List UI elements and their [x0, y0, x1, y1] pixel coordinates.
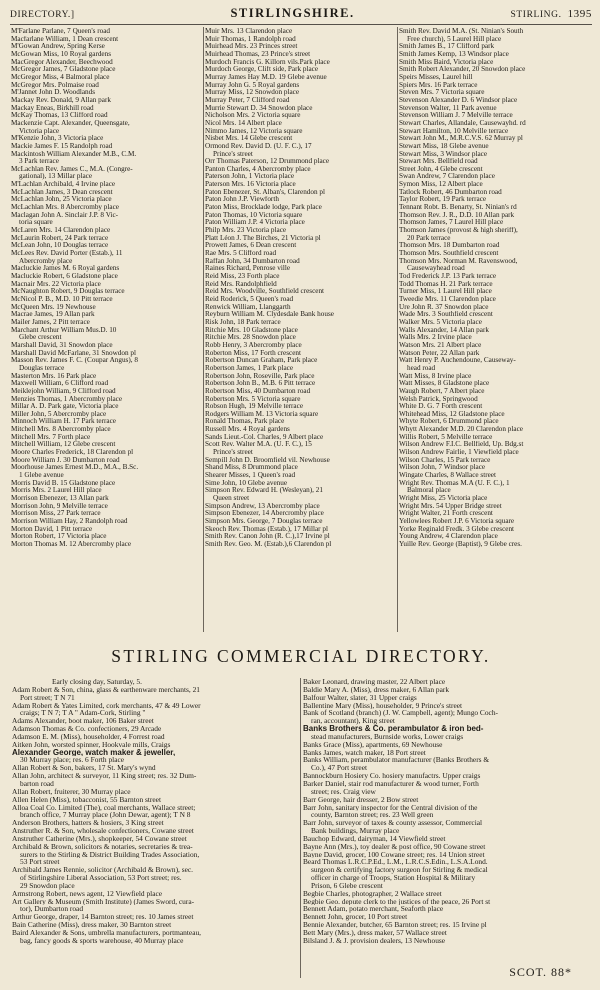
directory-entry: M'Farlane Parlane, 7 Queen's road [11, 28, 110, 35]
commercial-entry: Archibald & Brown, solicitors & notaries, secretaries & trea- [12, 842, 193, 851]
commercial-entry: Bank of Scotland (branch) (J. W. Campbell, agent); Mungo Coch- [303, 709, 498, 718]
directory-entry: Spiers Mrs. 16 Park terrace [399, 81, 478, 89]
header-place: STIRLING. [510, 10, 562, 20]
directory-entry: Murray James Hay M.D. 19 Glebe avenue [205, 73, 327, 81]
directory-entry: Stewart Miss, 3 Windsor place [399, 150, 488, 158]
directory-entry: gational), 13 Millar place [19, 173, 93, 181]
directory-entry: Robertson Mrs. 5 Victoria square [205, 395, 301, 403]
directory-entry: Muirhead Thomas, 23 Prince's street [205, 50, 311, 58]
directory-entry: Stevenson Alexander D. 6 Windsor place [399, 96, 518, 104]
directory-entry: Skeoch Rev. Thomas (Estab.), 17 Millar pl [205, 525, 328, 533]
directory-entry: Walls Alexander, 14 Allan park [399, 326, 489, 334]
directory-entry: McGowan Miss, 10 Royal gardens [11, 50, 112, 58]
directory-entry: Wilson Charles, 15 Park terrace [399, 456, 491, 464]
directory-entry: Stewart John M., M.R.C.V.S. 62 Murray pl [399, 135, 523, 143]
directory-entry: Stewart Hamilton, 10 Melville terrace [399, 127, 509, 135]
directory-entry: Mitchell Mrs. 7 Forth place [11, 433, 91, 441]
directory-entry: Abercromby place [19, 257, 73, 265]
commercial-entry: Bayne Ann (Mrs.), toy dealer & post office, 90 Cowane street [303, 842, 486, 851]
directory-entry: Street John, 4 Glebe crescent [399, 165, 483, 173]
directory-entry: Mackintosh William Alexander M.B., C.M. [11, 150, 137, 158]
directory-entry: Prince's street [213, 449, 253, 457]
directory-entry: toria square [19, 219, 53, 227]
directory-entry: Stewart Mrs. Bellfield road [399, 158, 478, 166]
directory-entry: Prowett James, 6 Dean crescent [205, 242, 297, 250]
directory-entry: Welsh Patrick, Springwood [399, 395, 478, 403]
directory-entry: Wade Mrs. 3 Southfield crescent [399, 311, 493, 319]
directory-entry: Miller John, 5 Abercromby place [11, 410, 107, 418]
directory-entry: Rae Mrs. 5 Clifford road [205, 250, 277, 258]
directory-entry: McNaughton Robert, 9 Douglas terrace [11, 288, 125, 296]
directory-entry: Thomson James (provost & high sheriff), [399, 227, 518, 235]
section-title: STIRLING COMMERCIAL DIRECTORY. [111, 646, 491, 666]
directory-entry: Stewart Charles, Allandale, Causewayhd. rd [399, 119, 526, 127]
directory-entry: Nimmo James, 12 Victoria square [205, 127, 303, 135]
directory-entry: Paton Ebenezer, St. Alban's, Clarendon pl [205, 188, 325, 196]
commercial-entry: Adams Alexander, boot maker, 106 Baker street [12, 717, 154, 726]
directory-entry: Paton Thomas, 10 Victoria square [205, 211, 303, 219]
directory-entry: Symon Miss, 12 Albert place [399, 181, 483, 189]
commercial-entry: Prison, 6 Glebe crescent [311, 881, 383, 890]
directory-entry: Causewayhead road [407, 265, 465, 273]
directory-entry: McLachlan James, 3 Dean crescent [11, 188, 113, 196]
directory-entry: Thomson Mrs. Southfield crescent [399, 250, 499, 258]
directory-entry: Ritchie Mrs. 10 Gladstone place [205, 326, 298, 334]
directory-entry: Robertson James, 1 Park place [205, 364, 294, 372]
commercial-entry: Banks William, perambulator manufacturer (Banks Brothers & [303, 756, 490, 765]
header-left: DIRECTORY.] [10, 10, 75, 20]
directory-entry: Ronald Thomas, Park place [205, 418, 285, 426]
residents-column-1 [10, 27, 204, 632]
directory-entry: Morrison John, 9 Melville terrace [11, 502, 108, 510]
commercial-entry: Banks Brothers & Co. perambulator & iron bed- [303, 725, 484, 733]
directory-entry: Robertson John, Roseville, Park place [205, 372, 315, 380]
directory-entry: McLean John, 10 Douglas terrace [11, 242, 109, 250]
directory-entry: Smith Miss Baird, Victoria place [399, 58, 494, 66]
directory-entry: Tatlock Robert, 46 Dumbarton road [399, 188, 502, 196]
directory-entry: Swan Andrew, 7 Clarendon place [399, 173, 495, 181]
commercial-entry: Barr John, sanitary inspector for the Central division of the [303, 803, 478, 812]
directory-entry: Russell Mrs. 4 Royal gardens [205, 426, 290, 434]
directory-entry: Free church), 5 Laurel Hill place [407, 35, 502, 43]
commercial-entry: Ballentine Mary (Miss), householder, 9 Prince's street [303, 701, 463, 710]
directory-entry: Muirhead Mrs. 23 Princes street [205, 43, 298, 51]
directory-entry: Reid Roderick, 5 Queen's road [205, 295, 294, 303]
directory-entry: Wingate Charles, 8 Wallace street [399, 472, 496, 480]
directory-entry: Millar A. D. Park gate, Victoria place [11, 403, 119, 411]
directory-entry: Todd Thomas H. 21 Park terrace [399, 280, 493, 288]
directory-entry: Steven Mrs. 7 Victoria square [399, 89, 485, 97]
directory-entry: Marshall David McFarlane, 31 Snowdon pl [11, 349, 136, 357]
private-residents-section [10, 27, 592, 632]
directory-entry: Tod Frederick J.P. 13 Park terrace [399, 273, 497, 280]
directory-entry: Wright Walter, 21 Forth crescent [399, 510, 493, 518]
directory-entry: Raffan John, 34 Dumbarton road [205, 257, 300, 265]
directory-entry: McGregor James, 7 Gladstone place [11, 66, 116, 74]
directory-entry: Douglas terrace [19, 364, 65, 372]
directory-entry: 3 Park terrace [19, 158, 59, 166]
directory-entry: Mackay Eneas, Birkhill road [11, 104, 94, 112]
directory-entry: Masterton Mrs. 16 Park place [11, 372, 97, 380]
commercial-entry: Bank buildings, Murray place [311, 827, 400, 835]
commercial-entry: Port street; T N 71 [20, 693, 75, 702]
header-right [511, 8, 592, 20]
directory-entry: Sime John, 10 Glebe avenue [205, 479, 288, 487]
directory-entry: Ormond Rev. David D. (U. F. C.), 17 [205, 142, 312, 150]
commercial-entry: craigs; T N 7; T A " Adam-Cork, Stirling " [20, 709, 146, 718]
directory-entry: Paton John J.P. Viewforth [205, 196, 279, 204]
directory-entry: Risk John, 18 Park terrace [205, 318, 281, 326]
directory-entry: Maxwell William, 6 Clifford road [11, 380, 109, 388]
page-header [10, 6, 592, 25]
directory-entry: Walker Mrs. 5 Victoria place [399, 318, 482, 326]
directory-entry: Morrison William Hay, 2 Randolph road [11, 518, 128, 525]
directory-entry: Glebe crescent [19, 334, 62, 342]
commercial-entry: Bain Catherine (Miss), dress maker, 30 Barnton street [12, 921, 172, 929]
commercial-entry: 30 Murray place; res. 6 Forth place [20, 756, 125, 765]
commercial-entry: Adamson Thomas & Co. confectioners, 29 Arcade [12, 725, 162, 733]
commercial-entry: Bennett Adam, potato merchant, Seaforth place [303, 905, 444, 914]
directory-entry: Wilson Andrew F.I.C. Bellfield, Up. Bdg.st [399, 441, 524, 449]
directory-entry: Renwick William, Llanggarth [205, 303, 291, 311]
commercial-entry: Begbie Charles, photographer, 2 Wallace street [303, 889, 442, 898]
commercial-entry: Bennett John, grocer, 10 Port street [303, 913, 408, 922]
directory-entry: Mackay Rev. Donald, 9 Allan park [11, 96, 111, 104]
directory-entry: Morton Robert, 17 Victoria place [11, 533, 107, 541]
commercial-entry: Baldie Mary A. (Miss), dress maker, 6 Allan park [303, 685, 450, 694]
directory-entry: Philp Mrs. 23 Victoria place [205, 227, 287, 235]
directory-entry: Moore William J. 30 Dumbarton road [11, 456, 120, 464]
directory-entry: Balmoral place [407, 487, 451, 495]
directory-entry: Smith James Kemp, 13 Windsor place [399, 50, 509, 58]
page-number: 1395 [567, 8, 592, 20]
directory-entry: Morrison Ebenezer, 13 Allan park [11, 495, 109, 503]
directory-entry: Mailer James, 2 Pitt terrace [11, 318, 90, 326]
directory-entry: Watt Miss, 8 Irvine place [399, 372, 472, 380]
directory-entry: Shand Miss, 8 Drummond place [205, 464, 298, 472]
directory-entry: Simpson Andrew, 13 Abercromby place [205, 502, 320, 510]
directory-entry: Watt Henry P. Auchendoune, Causeway- [399, 357, 516, 365]
directory-entry: Macluckie James M. 6 Royal gardens [11, 265, 120, 273]
directory-entry: head road [407, 364, 436, 372]
commercial-entry: Bennie Alexander, butcher, 65 Barnton street; res. 15 Irvine pl [303, 921, 487, 929]
directory-entry: Reyburn William M. Clydesdale Bank house [205, 311, 334, 319]
directory-entry: Stewart Miss, 18 Glebe avenue [399, 142, 489, 150]
directory-entry: Wright Miss, 25 Victoria place [399, 495, 488, 503]
directory-entry: McLaurin Robert, 24 Park terrace [11, 234, 109, 242]
directory-entry: Raines Richard, Penrose ville [205, 265, 291, 273]
directory-entry: Robb Henry, 3 Abercromby place [205, 341, 302, 349]
directory-entry: Walls Mrs. 2 Irvine place [399, 334, 472, 342]
commercial-entry: Art Gallery & Museum (Smith Institute) (James Sword, cura- [12, 897, 195, 906]
directory-entry: Macnair Mrs. 22 Victoria place [11, 280, 101, 288]
directory-entry: Robertson John B., M.B. 6 Pitt terrace [205, 380, 316, 388]
directory-entry: Willis Robert, 5 Melville terrace [399, 433, 493, 441]
directory-entry: Simpson Ebenezer, 14 Abercromby place [205, 510, 324, 518]
header-title: STIRLINGSHIRE. [230, 6, 355, 20]
commercial-entry: Beard Thomas L.R.C.P.Ed., L.M., L.R.C.S.Edin., L.S.A.Lond. [303, 858, 488, 867]
commercial-column-2 [301, 678, 592, 978]
commercial-entry: ran, accountant), King street [311, 717, 395, 726]
residents-column-2 [204, 27, 398, 632]
directory-entry: McQueen Mrs. 19 Newhouse [11, 303, 96, 311]
directory-entry: Sempill John D. Broomfield vil. Newhouse [205, 456, 330, 464]
commercial-entry: Begbie Geo. depute clerk to the justices of the peace, 26 Port st [303, 897, 491, 906]
directory-entry: Murdoch George, Clift side, Park place [205, 66, 319, 74]
directory-entry: Yorke Reginald Fredk. 3 Glebe crescent [399, 525, 515, 533]
directory-entry: Smith Rev. Canon John (R. C.),17 Irvine pl [205, 533, 330, 541]
directory-entry: Nisbet Mrs. 14 Glebe crescent [205, 135, 293, 143]
directory-entry: McLaren Mrs. 14 Clarendon place [11, 227, 111, 235]
directory-entry: Young Andrew, 4 Clarendon place [399, 533, 498, 541]
directory-entry: Moore Charles Frederick, 18 Clarendon pl [11, 449, 134, 457]
commercial-entry: Barr John, surveyor of taxes & county assessor, Commercial [303, 819, 483, 828]
directory-entry: Yuille Rev. George (Baptist), 9 Glebe cres. [399, 540, 522, 548]
directory-entry: Simpson Mrs. George, 7 Douglas terrace [205, 518, 323, 525]
directory-entry: Turner Miss, 1 Laurel Hill place [399, 288, 492, 296]
directory-entry: Robertson Miss, 40 Dumbarton road [205, 387, 311, 395]
directory-entry: Rodgers William M. 13 Victoria square [205, 410, 319, 418]
commercial-entry: Baker Leonard, drawing master, 22 Albert place [303, 678, 446, 686]
directory-entry: Yellowlees Robert J.P. 6 Victoria square [399, 518, 515, 525]
directory-entry: McLachlan Mrs. 8 Abercromby place [11, 204, 119, 212]
commercial-entry: branch office, 7 Murray place (John Dewar, agent); T N 8 [20, 811, 191, 820]
directory-entry: Shearer Misses, 1 Queen's road [205, 472, 296, 480]
commercial-entry: barton road [20, 779, 54, 788]
directory-entry: Moorhouse James Ernest M.D., M.A., B.Sc. [11, 464, 139, 472]
directory-entry: Morton David, 1 Pitt terrace [11, 525, 93, 533]
directory-entry: McLachlan John, 25 Victoria place [11, 196, 112, 204]
directory-entry: Victoria place [19, 127, 60, 135]
directory-entry: Whyte Robert, 6 Drummond place [399, 418, 499, 426]
commercial-entry: Banks James, watch maker, 18 Port street [303, 748, 426, 757]
directory-entry: McNicol P. B., M.D. 10 Pitt terrace [11, 295, 113, 303]
page-footer: SCOT. 88* [509, 965, 572, 979]
commercial-entry: Balfour Walter, slater, 31 Upper craigs [303, 693, 417, 702]
directory-entry: McLees Rev. David Porter (Estab.), 11 [11, 250, 123, 258]
commercial-entry: Anstruther Catherine (Mrs.), shopkeeper, 54 Cowane street [12, 834, 187, 843]
commercial-entry: Bilsland J. & J. provision dealers, 13 Newhouse [303, 936, 446, 945]
commercial-entry: surers to the Stirling & District Building Trades Association, [20, 850, 200, 859]
directory-entry: Sands Lieut.-Col. Charles, 9 Albert place [205, 433, 324, 441]
commercial-entry: Barker Daniel, stair rod manufacturer & wood turner, Forth [303, 779, 479, 788]
directory-entry: Smith Rev. David M.A. (St. Ninian's South [399, 28, 524, 35]
directory-entry: Panton Charles, 4 Abercromby place [205, 165, 311, 173]
directory-entry: Reid Mrs. Woodville, Southfield crescent [205, 288, 325, 296]
commercial-entry: stead manufacturers, Burnside works, Lower craigs [311, 732, 464, 741]
commercial-entry: Allan Robert, fruiterer, 30 Murray place [12, 787, 131, 796]
directory-entry: Muir Mrs. 13 Clarendon place [205, 28, 293, 35]
commercial-entry: Anderson Brothers, hatters & hosiers, 3 King street [12, 819, 164, 828]
commercial-entry: Aitken John, worsted spinner, Hookvale mills, Craigs [12, 740, 171, 749]
directory-entry: White D. G. 7 Forth crescent [399, 403, 483, 411]
directory-entry: Murray Peter, 7 Clifford road [205, 96, 290, 104]
directory-entry: Watson Mrs. 21 Albert place [399, 341, 482, 349]
commercial-entry: Allan John, architect & surveyor, 11 King street; res. 32 Dum- [12, 772, 197, 780]
directory-entry: Wright Rev. Thomas M.A (U. F. C.), 1 [399, 479, 510, 487]
directory-entry: Macluckie Robert, 6 Gladstone place [11, 273, 118, 280]
directory-entry: Meiklejohn William, 9 Clifford road [11, 387, 116, 395]
directory-entry: Reid Mrs. Randolphfield [205, 280, 277, 288]
commercial-entry: Adamson E. M. (Miss), householder, 4 Forrest road [12, 732, 165, 741]
commercial-entry: Allen Helen (Miss), tobacconist, 55 Barnton street [12, 795, 162, 804]
directory-entry: Marshall David, 31 Snowdon place [11, 341, 113, 349]
directory-entry: Smith Robert Alexander, 20 Snowdon place [399, 66, 526, 74]
directory-entry: Macfarlane William, 1 Dean crescent [11, 35, 119, 43]
directory-entry: Thomson Rev. J. R., D.D. 10 Allan park [399, 211, 515, 219]
directory-entry: Masson Rev. James F. C. (Coupar Angus), 8 [11, 357, 138, 365]
commercial-entry: officer in charge of Troops, Station Hospital & Military [311, 874, 476, 882]
commercial-entry: Armstrong Robert, news agent, 12 Viewfield place [12, 889, 163, 898]
directory-entry: Simpson Rev. Edward H. (Wesleyan), 21 [205, 487, 323, 495]
directory-entry: Whytt Alexander M.D. 20 Clarendon place [399, 426, 523, 434]
directory-entry: Smith Rev. Geo. M. (Estab.),6 Clarendon pl [205, 540, 332, 548]
directory-entry: Taylor Robert, 19 Park terrace [399, 196, 487, 204]
directory-entry: M'Lachlan Archibald, 4 Irvine place [11, 181, 116, 189]
commercial-entry: surgeon & certifying factory surgeon for Stirling & medical [311, 866, 488, 875]
directory-entry: Minnoch William H. 17 Park terrace [11, 418, 116, 426]
commercial-entry: street; res. Craig view [311, 787, 376, 796]
directory-entry: Murray Miss, 12 Snowdon place [205, 89, 300, 97]
directory-entry: Tennant Robt. B. Benarty, St. Ninian's rd [399, 204, 517, 212]
commercial-entry: Bannockburn Hosiery Co. hosiery manufactrs. Upper craigs [303, 772, 481, 780]
commercial-entry: Archibald James Rennie, solicitor (Archibald & Brown), sec. [12, 866, 194, 875]
directory-entry: Watt Misses, 8 Gladstone place [399, 380, 490, 388]
directory-entry: Smith James B., 17 Clifford park [399, 43, 495, 51]
directory-entry: M'Kenzie John, 3 Victoria place [11, 135, 104, 143]
directory-entry: Paton Miss, Brocklade lodge, Park place [205, 204, 322, 212]
commercial-section [10, 678, 592, 978]
directory-entry: Stevenson Walter, 11 Park avenue [399, 104, 497, 112]
directory-entry: McGregor Mrs. Polmaise road [11, 81, 99, 89]
commercial-entry: Bayne David, grocer, 100 Cowane street; res. 14 Union street [303, 850, 485, 859]
directory-entry: Mitchell Mrs. 8 Abercromby place [11, 426, 111, 434]
commercial-entry: Arthur George, draper, 14 Barnton street; res. 10 James street [12, 913, 194, 922]
directory-entry: Muir Thomas, 1 Randolph road [205, 35, 296, 43]
commercial-entry: Co.), 47 Port street [311, 764, 368, 773]
directory-entry: Waugh Robert, 7 Albert place [399, 387, 485, 395]
commercial-entry: 29 Snowdon place [20, 881, 75, 890]
directory-entry: Mackenzie Capt. Alexander, Queensgate, [11, 119, 130, 127]
commercial-entry: Alloa Coal Co. Limited (The), coal merchants, Wallace street; [12, 803, 196, 812]
directory-entry: Murdoch Francis G. Killorn vils.Park place [205, 58, 330, 66]
directory-entry: Macrae James, 19 Allan park [11, 311, 95, 319]
commercial-entry: Banks Grace (Miss), apartments, 69 Newhouse [303, 740, 443, 749]
commercial-entry: tor), Dumbarton road [20, 905, 84, 914]
commercial-column-1 [10, 678, 301, 978]
commercial-entry: Bett Mary (Mrs.), dress maker, 57 Wallace street [303, 929, 447, 937]
directory-entry: Wright Mrs. 54 Upper Bridge street [399, 502, 502, 510]
directory-entry: Nicholson Mrs. 2 Victoria square [205, 112, 301, 120]
directory-entry: Paterson Mrs. 16 Victoria place [205, 181, 296, 189]
directory-entry: Thomson Mrs. Norman M. Ravenswood, [399, 257, 518, 265]
commercial-entry: bag, fancy goods & sports warehouse, 40 Murray place [20, 936, 184, 945]
directory-entry: Whitehead Miss, 12 Gladstone place [399, 410, 505, 418]
commercial-entry: Baird Alexander & Sons, umbrella manufacturers, portmanteau, [12, 929, 202, 937]
directory-entry: Thomson Mrs. 18 Dumbarton road [399, 242, 500, 250]
directory-entry: 1 Glebe avenue [19, 472, 64, 480]
commercial-entry: Allan Robert & Son, bakers, 17 St. Mary's wynd [12, 764, 156, 773]
residents-column-3 [398, 27, 592, 632]
directory-entry: McKay Thomas, 13 Clifford road [11, 112, 108, 120]
directory-entry: Nicol Mrs. 14 Albert place [205, 119, 282, 127]
directory-entry: Mackie James F. 15 Randolph road [11, 142, 113, 150]
directory-entry: Roberton Miss, 17 Forth crescent [205, 349, 302, 357]
directory-entry: Paton William J.P. 4 Victoria place [205, 219, 305, 227]
directory-entry: Queen street [213, 495, 250, 503]
directory-entry: Orr Thomas Paterson, 12 Drummond place [205, 158, 330, 166]
commercial-entry: Adam Robert & Yates Limited, cork merchants, 47 & 49 Lower [12, 701, 201, 710]
directory-entry: McGregor Miss, 4 Balmoral place [11, 73, 110, 81]
directory-entry: Ritchie Mrs. 28 Snowdon place [205, 334, 296, 342]
commercial-entry: Anstruther R. & Son, wholesale confectioners, Cowane street [12, 827, 194, 835]
directory-entry: MacGregor Alexander, Beechwood [11, 58, 113, 66]
directory-entry: Mitchell William, 12 Glebe crescent [11, 441, 116, 449]
directory-entry: Morris David B. 15 Gladstone place [11, 479, 116, 487]
closing-day-note: Early closing day, Saturday, 5. [52, 678, 142, 686]
directory-entry: Speirs Misses, Laurel hill [399, 73, 473, 81]
directory-entry: Prince's street [213, 150, 253, 158]
directory-entry: Ure John R. 37 Snowdon place [399, 303, 489, 311]
directory-entry: Marchant Arthur William Mus.D. 10 [11, 326, 117, 334]
directory-entry: Reid Miss, 23 Forth place [205, 273, 280, 280]
commercial-entry: Alexander George, watch maker & jeweller, [12, 748, 176, 757]
directory-entry: Murrie Stewart D. 34 Snowdon place [205, 104, 313, 112]
directory-entry: M'Jannet John D. Woodlands [11, 89, 96, 97]
directory-entry: Morris Mrs. 2 Laurel Hill place [11, 487, 102, 495]
commercial-entry: 53 Port street [20, 858, 60, 867]
directory-entry: Wilson John, 7 Windsor place [399, 464, 486, 472]
directory-entry: Platt Léon J. The Birches, 21 Victoria pl [205, 234, 321, 242]
directory-entry: M'Gowan Andrew, Spring Kerse [11, 43, 105, 51]
directory-entry: Murray John G. 5 Royal gardens [205, 81, 300, 89]
directory-entry: Menzies Thomas, 1 Abercromby place [11, 395, 123, 403]
commercial-entry: Bauchop Edward, dairyman, 14 Viewfield street [303, 834, 446, 843]
directory-entry: 20 Park terrace [407, 234, 451, 242]
directory-entry: Morrison Miss, 27 Park terrace [11, 510, 101, 518]
commercial-entry: county, Barnton street; res. 23 Well green [311, 811, 434, 820]
directory-entry: Robson Hugh, 19 Melville terrace [205, 403, 304, 411]
directory-entry: Wilson Andrew Fairlie, 1 Viewfield place [399, 449, 519, 457]
directory-entry: Thomson James, 7 Laurel Hill place [399, 219, 504, 227]
directory-entry: Tweedie Mrs. 11 Clarendon place [399, 295, 496, 303]
directory-entry: McLachlan Rev. James C., M.A. (Congre- [11, 165, 133, 173]
directory-entry: Paterson John, 1 Victoria place [205, 173, 295, 181]
directory-entry: Robertson Duncan Graham, Park place [205, 357, 318, 365]
directory-entry: Maclagan John A. Sinclair J.P. 8 Vic- [11, 211, 119, 219]
commercial-entry: Barr George, hair dresser, 2 Bow street [303, 795, 419, 804]
commercial-entry: Adam Robert & Son, china, glass & earthenware merchants, 21 [12, 685, 200, 694]
directory-entry: Stevenson William J. 7 Melville terrace [399, 112, 513, 120]
directory-entry: Scott Rev. Walter M.A. (U. F. C.), 15 [205, 441, 312, 449]
commercial-entry: of Stirlingshire Liberal Association, 53 Port street; res. [20, 874, 182, 882]
directory-entry: Morton Thomas M. 12 Abercromby place [11, 540, 132, 548]
directory-entry: Watson Peter, 22 Allan park [399, 349, 480, 357]
